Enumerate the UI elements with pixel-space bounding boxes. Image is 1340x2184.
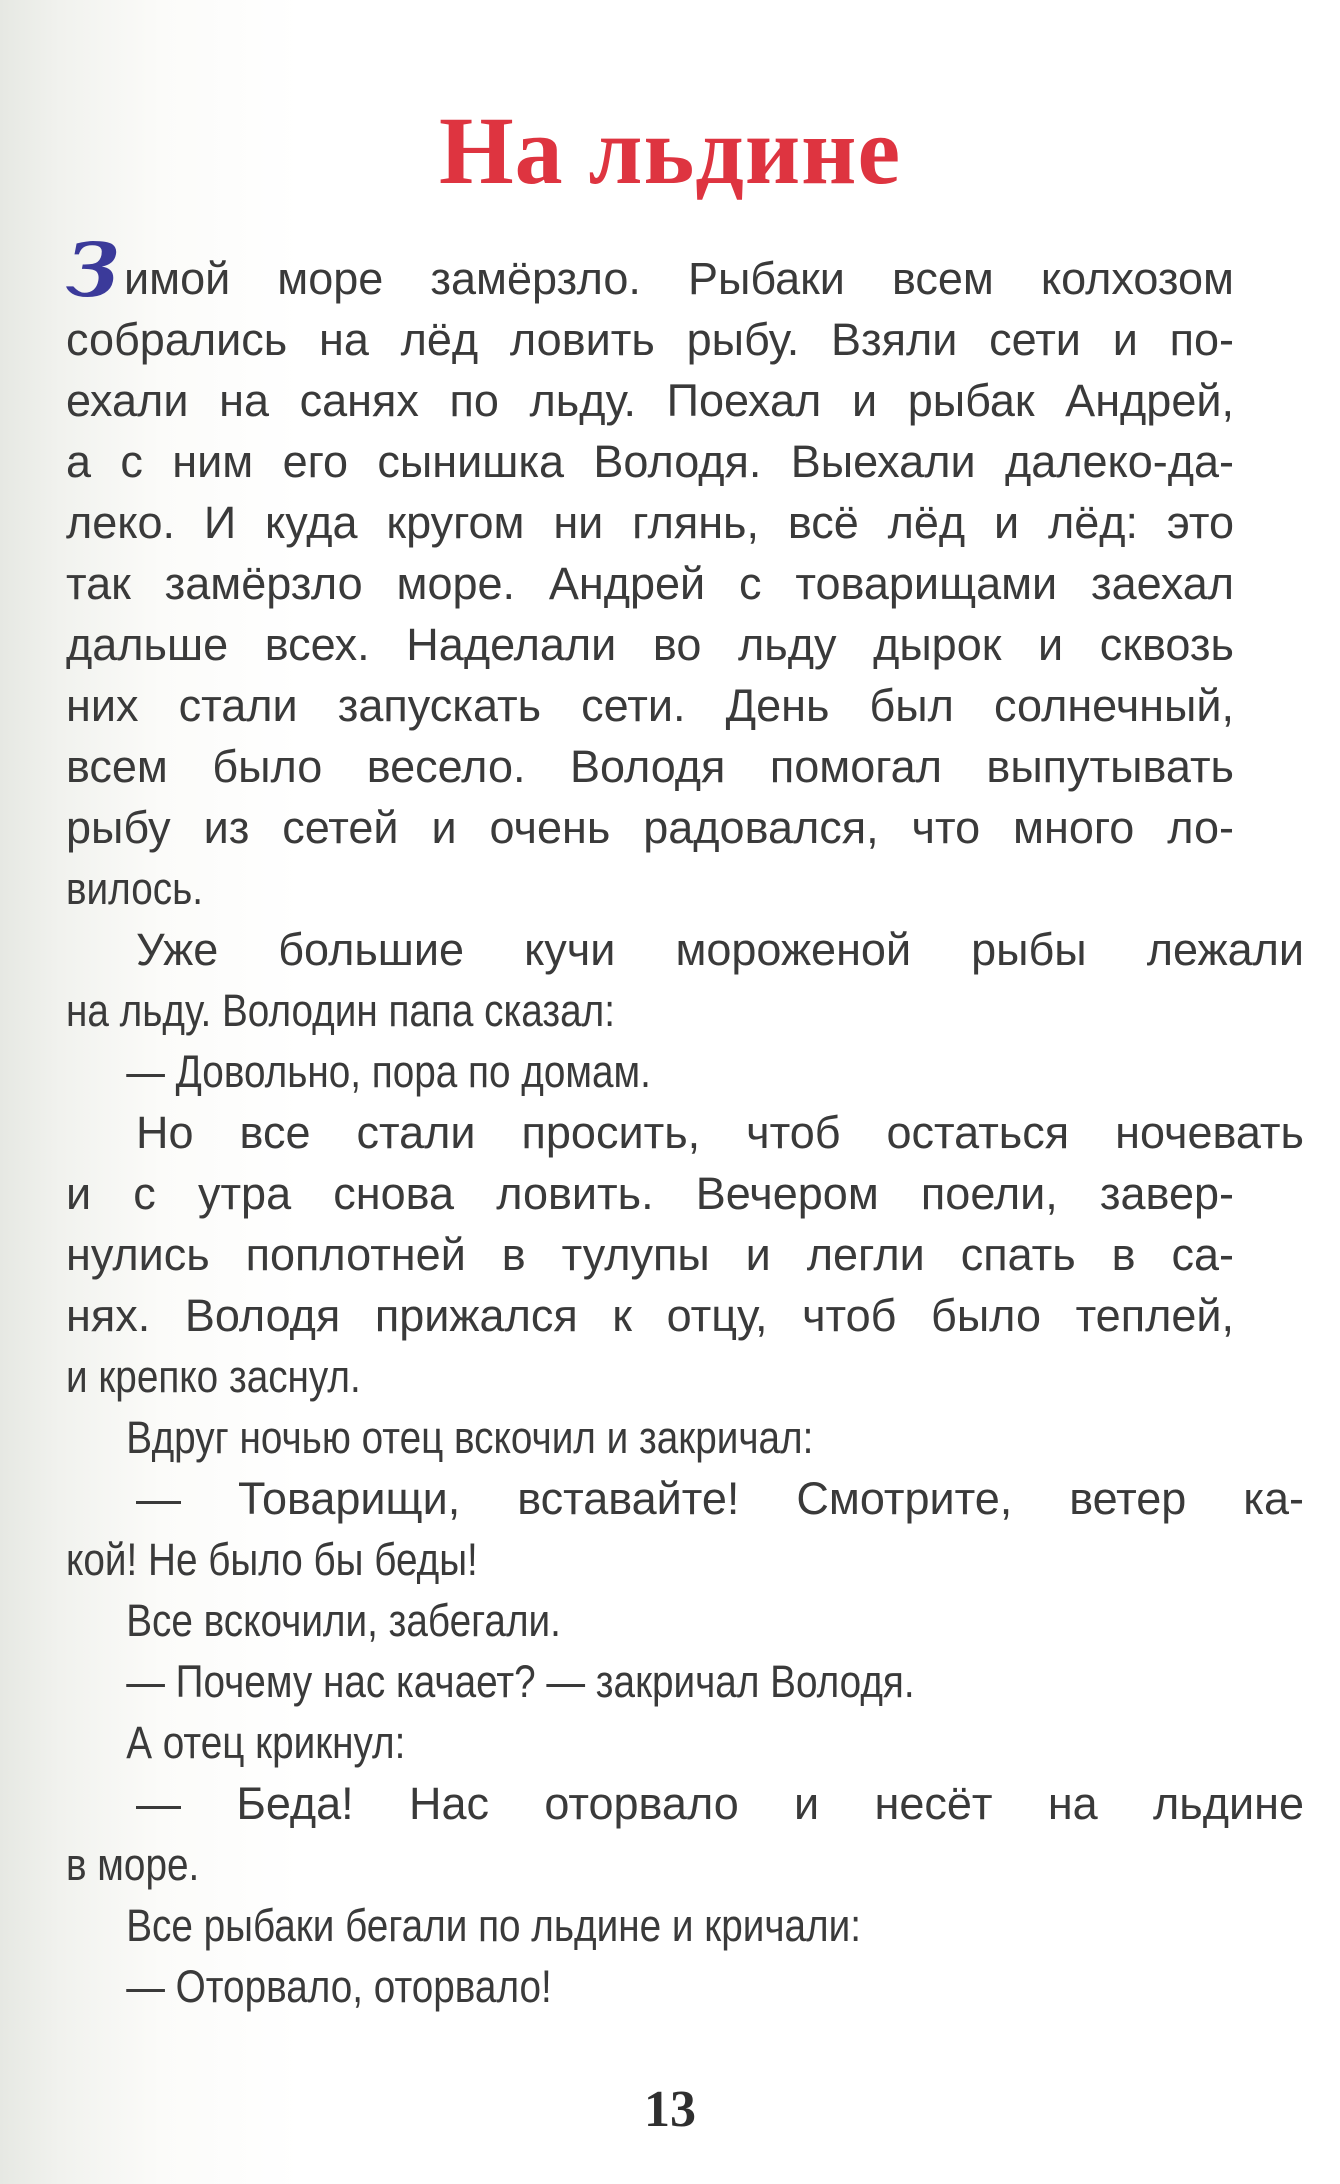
text-line: леко. И куда кругом ни глянь, всё лёд и лёд: это — [66, 497, 1234, 548]
text-line: — Товарищи, вставайте! Смотрите, ветер ка- — [136, 1473, 1304, 1524]
text-line: вилось. — [66, 863, 203, 914]
text-line: в море. — [66, 1839, 200, 1890]
text-line: — Беда! Нас оторвало и несёт на льдине — [136, 1778, 1304, 1829]
text-line: — Оторвало, оторвало! — [126, 1961, 552, 2012]
text-line: Все вскочили, забегали. — [126, 1595, 561, 1646]
text-line: Но все стали просить, чтоб остаться ночевать — [136, 1107, 1304, 1158]
text-line: так замёрзло море. Андрей с товарищами заехал — [66, 558, 1234, 609]
text-line: — Почему нас качает? — закричал Володя. — [126, 1656, 915, 1707]
text-line: Все рыбаки бегали по льдине и кричали: — [126, 1900, 861, 1951]
story-body — [66, 228, 1304, 2017]
drop-cap: З — [66, 228, 120, 314]
text-line: всем было весело. Володя помогал выпутывать — [66, 741, 1234, 792]
text-line: А отец крикнул: — [126, 1717, 406, 1768]
text-line: на льду. Володин папа сказал: — [66, 985, 615, 1036]
text-line: собрались на лёд ловить рыбу. Взяли сети и по- — [66, 314, 1234, 365]
text-line: рыбу из сетей и очень радовался, что много ло- — [66, 802, 1234, 853]
text-line: Уже большие кучи мороженой рыбы лежали — [136, 924, 1304, 975]
text-line: Зимой море замёрзло. Рыбаки всем колхозом — [66, 228, 1234, 314]
text-line: дальше всех. Наделали во льду дырок и сквозь — [66, 619, 1234, 670]
text-line: них стали запускать сети. День был солнечный, — [66, 680, 1234, 731]
story-title: На льдине — [438, 97, 902, 204]
text-line: — Довольно, пора по домам. — [126, 1046, 651, 1097]
text-line: и с утра снова ловить. Вечером поели, завер- — [66, 1168, 1234, 1219]
text-line: а с ним его сынишка Володя. Выехали далеко-да- — [66, 436, 1234, 487]
text-line: нях. Володя прижался к отцу, чтоб было теплей, — [66, 1290, 1234, 1341]
text-line: кой! Не было бы беды! — [66, 1534, 478, 1585]
text-line: и крепко заснул. — [66, 1351, 361, 1402]
text-line: ехали на санях по льду. Поехал и рыбак Андрей, — [66, 375, 1234, 426]
text-line: нулись поплотней в тулупы и легли спать в са- — [66, 1229, 1234, 1280]
page-number: 13 — [644, 2081, 696, 2138]
text-line: Вдруг ночью отец вскочил и закричал: — [126, 1412, 814, 1463]
